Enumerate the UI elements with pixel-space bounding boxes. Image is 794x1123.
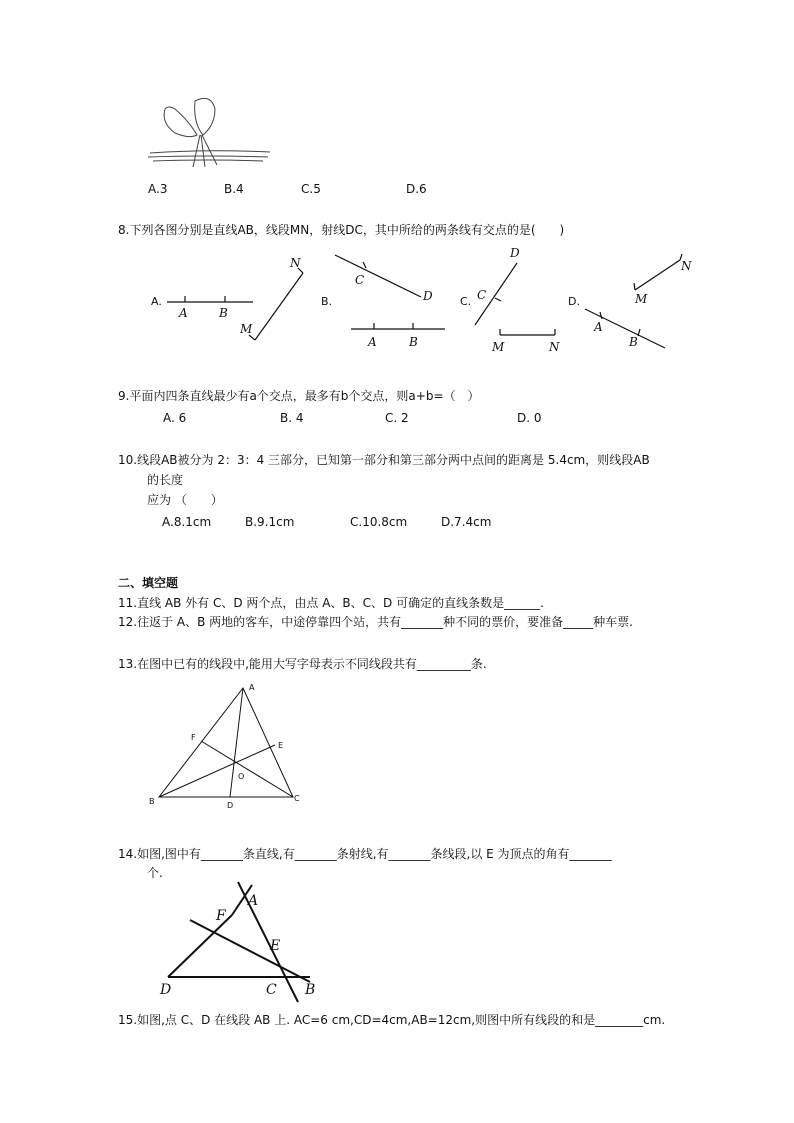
q13-label-f: F — [191, 733, 196, 742]
q8-c-point-n: N — [549, 340, 560, 354]
q13-question: 13.在图中已有的线段中,能用大写字母表示不同线段共有_________条. — [118, 657, 487, 671]
q10-option-a: A.8.1cm — [162, 515, 212, 529]
q10-question-line1: 10.线段AB被分为 2：3：4 三部分，已知第一部分和第三部分两中点间的距离是 5.4cm，则线段AB — [118, 453, 650, 467]
q8-option-a-label: A. — [151, 295, 162, 308]
q14-label-d: D — [160, 982, 172, 998]
q8-a-point-b: B — [219, 306, 228, 320]
q13-label-a: A — [249, 683, 255, 692]
q8-option-d-label: D. — [568, 295, 580, 308]
q8-d-point-a: A — [594, 320, 603, 334]
q8-figures — [145, 245, 705, 360]
q7-option-d: D.6 — [406, 182, 427, 196]
q8-d-point-m: M — [635, 292, 648, 306]
q14-label-a: A — [248, 893, 259, 909]
q15-question: 15.如图,点 C、D 在线段 AB 上. AC=6 cm,CD=4cm,AB=12cm,则图中所有线段的和是________cm. — [118, 1013, 666, 1027]
q7-option-c: C.5 — [301, 182, 321, 196]
q14-question-line2: 个. — [147, 866, 163, 880]
q14-label-f: F — [216, 908, 226, 924]
q8-b-point-d: D — [423, 289, 433, 303]
q8-d-point-n: N — [681, 259, 692, 273]
q9-option-b: B. 4 — [280, 411, 304, 425]
q8-b-point-a: A — [368, 335, 377, 349]
q7-option-b: B.4 — [224, 182, 244, 196]
q9-option-c: C. 2 — [385, 411, 409, 425]
q9-option-a: A. 6 — [163, 411, 187, 425]
q10-question-line3: 应为 （ ） — [147, 493, 223, 507]
q14-lines-figure — [150, 882, 330, 1007]
q10-option-d: D.7.4cm — [441, 515, 492, 529]
section-title: 二、填空题 — [118, 576, 179, 590]
q8-d-point-b: B — [629, 335, 638, 349]
q8-c-point-c: C — [477, 288, 487, 302]
q14-label-c: C — [266, 982, 277, 998]
q10-option-b: B.9.1cm — [245, 515, 295, 529]
q10-option-c: C.10.8cm — [350, 515, 408, 529]
q8-option-c-label: C. — [460, 295, 472, 308]
q13-label-c: C — [294, 794, 300, 803]
q14-label-e: E — [270, 938, 281, 954]
q8-question: 8.下列各图分别是直线AB，线段MN，射线DC，其中所给的两条线有交点的是( ) — [118, 223, 565, 237]
q8-a-point-a: A — [179, 306, 188, 320]
q13-label-e: E — [278, 741, 284, 750]
q8-option-b-label: B. — [321, 295, 333, 308]
q13-label-o: O — [238, 772, 245, 781]
q12-question: 12.往返于 A、B 两地的客车，中途停靠四个站，共有_______种不同的票价，要准备_____种车票. — [118, 615, 633, 629]
q13-triangle-figure — [145, 680, 315, 815]
q8-c-point-m: M — [492, 340, 505, 354]
q8-c-point-d: D — [510, 246, 520, 260]
q9-question: 9.平面内四条直线最少有a个交点，最多有b个交点，则a+b=（ ） — [118, 389, 480, 403]
q7-option-a: A.3 — [148, 182, 168, 196]
q13-label-b: B — [149, 797, 155, 806]
q11-question: 11.直线 AB 外有 C、D 两个点，由点 A、B、C、D 可确定的直线条数是______. — [118, 596, 544, 610]
q14-question-line1: 14.如图,图中有_______条直线,有_______条射线,有_______条线段,以 E 为顶点的角有_______ — [118, 847, 612, 861]
q9-option-d: D. 0 — [517, 411, 542, 425]
q13-label-d: D — [227, 801, 234, 810]
q8-a-point-m: M — [240, 322, 253, 336]
q10-question-line2: 的长度 — [147, 473, 184, 487]
q8-a-point-n: N — [290, 256, 301, 270]
scissors-figure — [145, 95, 275, 170]
q8-b-point-b: B — [409, 335, 418, 349]
q8-b-point-c: C — [355, 273, 365, 287]
q14-label-b: B — [305, 982, 316, 998]
